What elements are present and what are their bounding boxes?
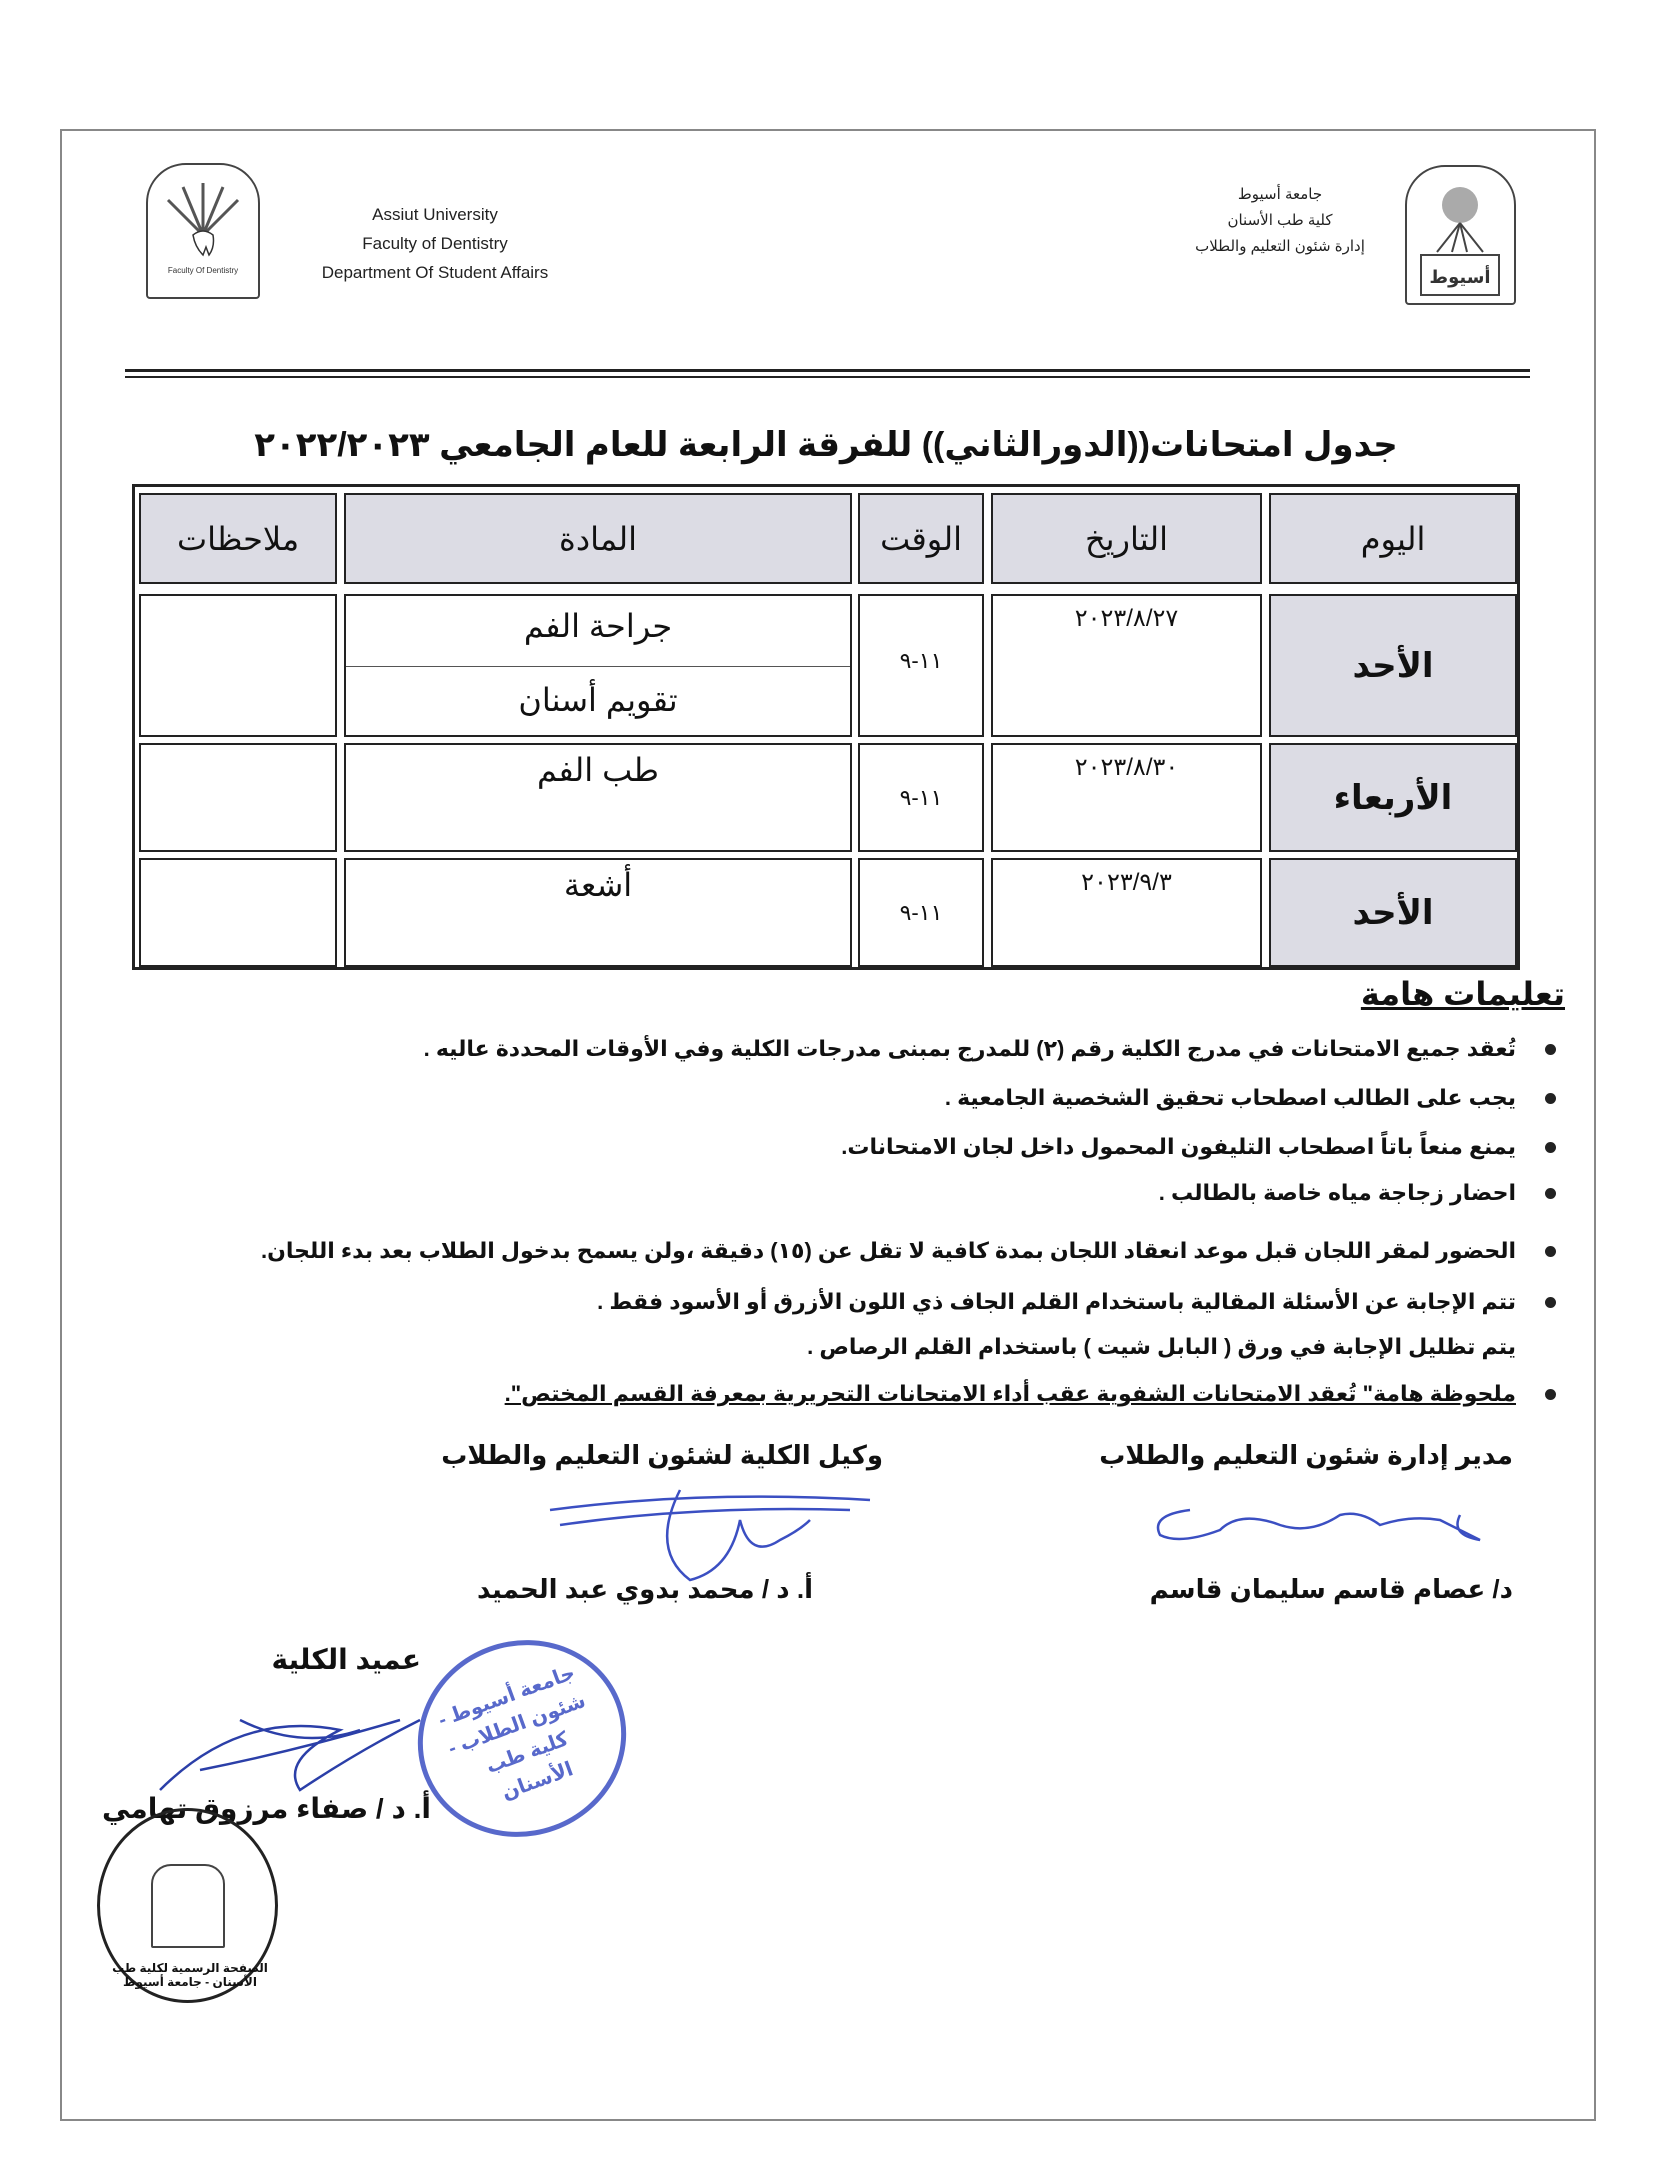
dean-name: أ. د / صفاء مرزوق تهامي	[102, 1793, 431, 1824]
bullet-icon	[1545, 1188, 1556, 1199]
instruction-text: يمنع منعاً باتاً اصطحاب التليفون المحمول داخل لجان الامتحانات.	[841, 1134, 1516, 1159]
instruction-item	[424, 1036, 1516, 1062]
instruction-text: تُعقد جميع الامتحانات في مدرج الكلية رقم (٢) للمدرج بمبنى مدرجات الكلية وفي الأوقات المحددة عاليه .	[423, 1036, 1516, 1061]
instruction-item	[807, 1334, 1516, 1360]
row-subject	[344, 594, 852, 737]
subject-name: تقويم أسنان	[518, 682, 678, 718]
instruction-text: يتم تظليل الإجابة في ورق ( البابل شيت ) باستخدام القلم الرصاص .	[807, 1334, 1516, 1359]
header-time: الوقت	[858, 493, 984, 584]
date-value: ٢٠٢٣/٨/٢٧	[1074, 605, 1179, 632]
row-day: الأحد	[1269, 858, 1517, 967]
row-remarks	[139, 858, 337, 967]
page-title: جدول امتحانات((الدورالثاني)) للفرقة الرابعة للعام الجامعي ٢٠٢٢/٢٠٢٣	[254, 426, 1398, 464]
instruction-item	[1159, 1180, 1516, 1206]
row-date	[991, 594, 1262, 737]
official-round-seal	[97, 1808, 278, 2003]
header-ar-line: إدارة شئون التعليم والطلاب	[1195, 238, 1365, 255]
bullet-icon	[1545, 1246, 1556, 1257]
instruction-item	[945, 1085, 1516, 1111]
stamp-text: جامعة أسيوط - شئون الطلاب - كلية طب الأسنان	[435, 1661, 589, 1804]
instruction-text: ملحوظة هامة" تُعقد الامتحانات الشفوية عقب أداء الامتحانات التحريرية بمعرفة القسم المختص".	[504, 1381, 1516, 1406]
header-subject: المادة	[344, 493, 852, 584]
date-value: ٢٠٢٣/٩/٣	[1081, 869, 1172, 896]
instruction-text: تتم الإجابة عن الأسئلة المقالية باستخدام القلم الجاف ذي اللون الأزرق أو الأسود فقط .	[597, 1289, 1516, 1314]
header-divider	[125, 376, 1530, 378]
header-ar-line: كلية طب الأسنان	[1227, 212, 1333, 229]
header-ar-line: جامعة أسيوط	[1237, 186, 1323, 203]
vice-dean-name: أ. د / محمد بدوي عبد الحميد	[477, 1574, 813, 1604]
header-en-line: Faculty of Dentistry	[362, 234, 508, 253]
time-value: ١١-٩	[899, 785, 943, 810]
row-date	[991, 858, 1262, 967]
seal-text: الصفحة الرسمية لكلية طب الأسنان - جامعة أسيوط	[112, 1961, 268, 1989]
bullet-icon	[1545, 1044, 1556, 1055]
header-day: اليوم	[1269, 493, 1517, 584]
director-name: د/ عصام قاسم سليمان قاسم	[1149, 1574, 1513, 1604]
faculty-logo	[146, 163, 260, 299]
subject-name: أشعة	[563, 867, 633, 903]
bullet-icon	[1545, 1093, 1556, 1104]
vice-dean-signature-icon	[540, 1470, 880, 1590]
instruction-text: الحضور لمقر اللجان قبل موعد انعقاد اللجان بمدة كافية لا تقل عن (١٥) دقيقة ،ولن يسمح بدخول الطلاب بعد بدء اللجان.	[261, 1238, 1516, 1263]
date-value: ٢٠٢٣/٨/٣٠	[1074, 754, 1179, 781]
instruction-item	[841, 1134, 1516, 1160]
instruction-item	[597, 1289, 1516, 1315]
row-time	[858, 858, 984, 967]
row-subject	[344, 743, 852, 852]
header-remarks: ملاحظات	[139, 493, 337, 584]
header-en-line: Assiut University	[372, 205, 498, 224]
instruction-text: احضار زجاجة مياه خاصة بالطالب .	[1158, 1180, 1516, 1205]
director-title: مدير إدارة شئون التعليم والطلاب	[1099, 1440, 1513, 1470]
exam-schedule-table	[132, 484, 1520, 970]
svg-text:أسيوط: أسيوط	[1429, 267, 1491, 287]
row-remarks	[139, 594, 337, 737]
director-signature-icon	[1130, 1480, 1510, 1560]
row-day: الأحد	[1269, 594, 1517, 737]
row-time	[858, 743, 984, 852]
seal-faculty-logo-icon	[151, 1864, 225, 1948]
sun-emblem-icon	[1407, 167, 1514, 303]
bullet-icon	[1545, 1142, 1556, 1153]
vice-dean-title: وكيل الكلية لشئون التعليم والطلاب	[441, 1440, 883, 1470]
time-value: ١١-٩	[899, 900, 943, 925]
dean-title: عميد الكلية	[271, 1644, 421, 1675]
header-en-line: Department Of Student Affairs	[321, 263, 549, 282]
university-logo	[1405, 165, 1516, 305]
header-divider	[125, 369, 1530, 372]
row-time	[858, 594, 984, 737]
row-remarks	[139, 743, 337, 852]
tooth-sunburst-icon	[148, 165, 258, 297]
svg-text:Faculty Of Dentistry: Faculty Of Dentistry	[167, 266, 239, 275]
row-subject	[344, 858, 852, 967]
instruction-text: يجب على الطالب اصطحاب تحقيق الشخصية الجامعية .	[944, 1085, 1516, 1110]
subject-name: طب الفم	[537, 752, 659, 788]
instructions-heading: تعليمات هامة	[1360, 976, 1565, 1012]
instruction-item	[505, 1381, 1516, 1407]
row-date	[991, 743, 1262, 852]
subject-name: جراحة الفم	[346, 596, 850, 667]
bullet-icon	[1545, 1297, 1556, 1308]
header-date: التاريخ	[991, 493, 1262, 584]
row-day: الأربعاء	[1269, 743, 1517, 852]
bullet-icon	[1545, 1389, 1556, 1400]
instruction-item	[261, 1238, 1516, 1264]
time-value: ١١-٩	[899, 648, 943, 673]
